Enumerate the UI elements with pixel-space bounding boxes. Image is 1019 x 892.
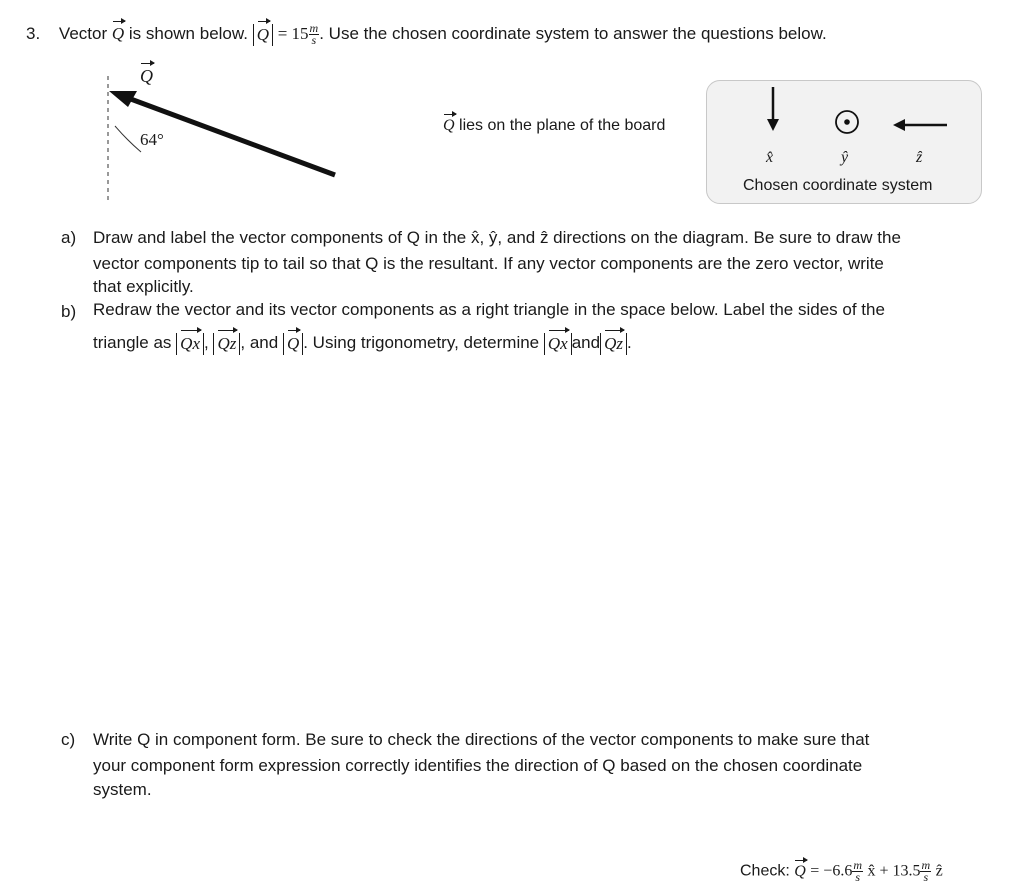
part-a-text [93, 225, 998, 297]
problem-number: 3. [26, 23, 41, 43]
magnitude-unit: $\frac{m}{s}$ [309, 21, 319, 47]
intro-shown: is shown below. [128, 23, 248, 43]
angle-label: 64° [140, 130, 164, 149]
y-hat-label: ŷ [841, 149, 849, 166]
part-a-line-3: that explicitly. [93, 277, 194, 296]
part-b-line-2: triangle as Qx , Qz , and Q . Using trigonometry, determine Qx and Qz . [93, 333, 632, 353]
part-b-line-1: Redraw the vector and its vector components as a right triangle in the space below. Label the sides of the [93, 300, 885, 319]
part-a-line-2: vector components tip to tail so that Q is the resultant. If any vector components are the zero vector, write [93, 254, 884, 273]
vector-symbol: Q [111, 23, 125, 43]
part-c-label: c) [61, 730, 76, 749]
plane-note: Q lies on the plane of the board [443, 117, 666, 134]
part-a-label: a) [61, 228, 77, 247]
angle-arc [115, 126, 141, 152]
coordinate-system-box [706, 80, 982, 204]
qz-magnitude-2: Qz [600, 333, 627, 355]
x-axis-arrowhead [767, 119, 779, 131]
z-axis-arrowhead [893, 119, 905, 131]
part-b-label: b) [61, 302, 77, 321]
intro-prefix: Vector [58, 23, 108, 43]
part-c-text [93, 727, 998, 801]
qz-magnitude: Qz [213, 333, 240, 355]
q-magnitude: Q [283, 333, 303, 355]
qx-magnitude: Qx [176, 333, 204, 355]
magnitude-vector: Q [256, 24, 269, 44]
coordinate-caption: Chosen coordinate system [743, 177, 933, 194]
z-hat-label: ẑ [916, 149, 923, 166]
problem-statement [26, 23, 827, 46]
part-c-line-3: system. [93, 780, 152, 799]
check-answer: Check: Q = −6.6 $\frac{m}{s}$ x̂ + 13.5 $\frac{m}{s}$ ẑ [740, 858, 943, 884]
part-c-line-1: Write Q in component form. Be sure to check the directions of the vector components to make sure that [93, 730, 870, 749]
y-axis-dot [844, 119, 850, 125]
part-c-line-2: your component form expression correctly identifies the direction of Q based on the chosen coordinate [93, 756, 863, 775]
magnitude-value: = 15 [277, 23, 309, 43]
intro-suffix: . Use the chosen coordinate system to answer the questions below. [319, 23, 827, 43]
diagram-vector-label: Q [140, 66, 153, 86]
vector-diagram [95, 62, 355, 202]
x-hat-label: x̂ [766, 149, 774, 166]
qx-magnitude-2: Qx [544, 333, 572, 355]
part-a-line-1: Draw and label the vector components of Q in the x̂, ŷ, and ẑ directions on the diagram. Be sure to draw the [93, 228, 901, 247]
magnitude-bars [253, 24, 273, 46]
